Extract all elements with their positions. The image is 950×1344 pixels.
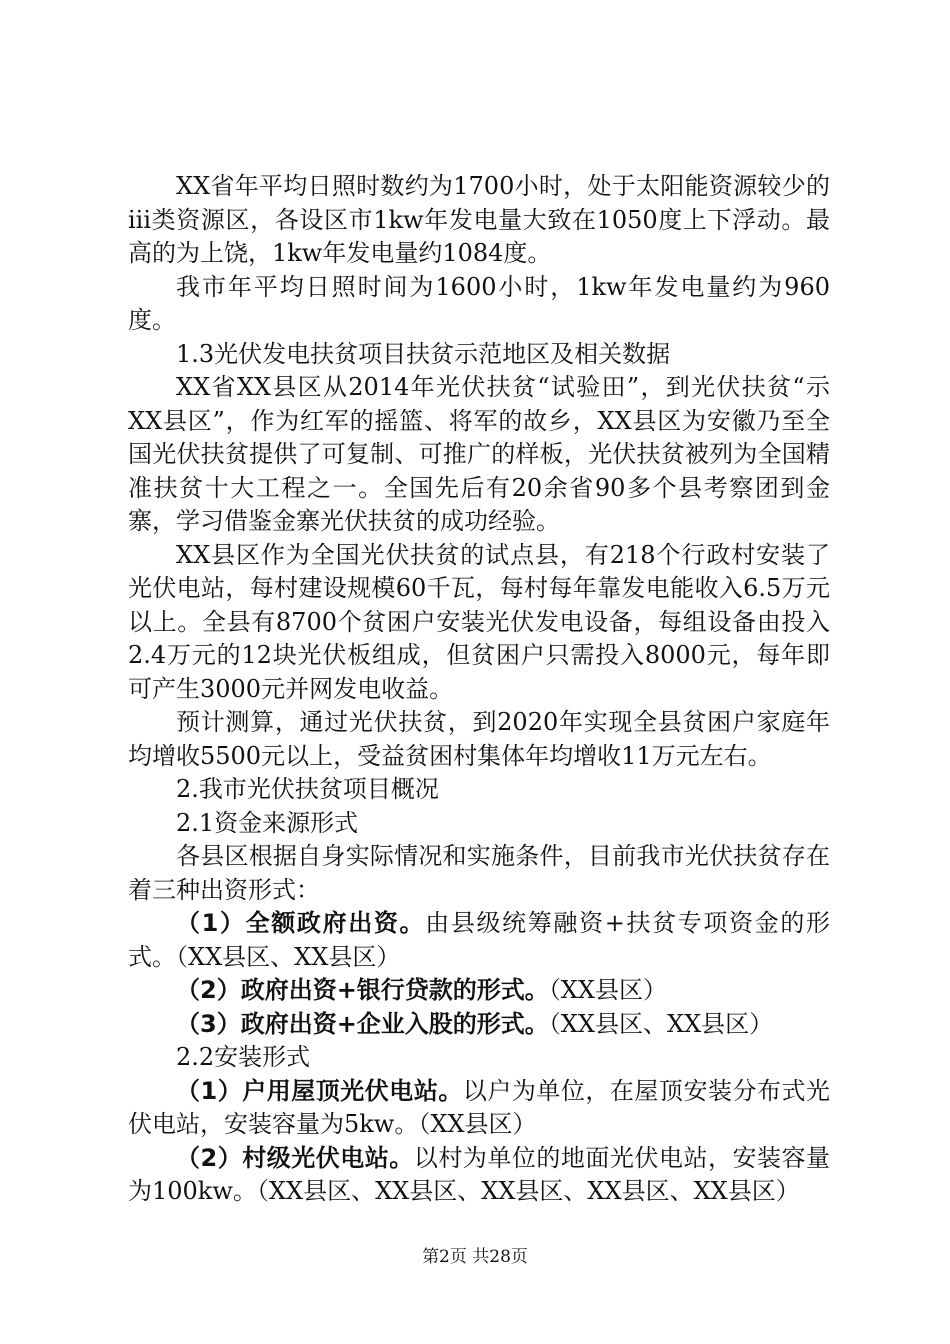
list-item-text: 由县级统筹融资+扶贫专项资金的形式。（XX县区、XX县区）	[128, 909, 831, 971]
paragraph-funding-intro: 各县区根据自身实际情况和实施条件，目前我市光伏扶贫存在着三种出资形式：	[128, 842, 830, 904]
list-item-install-2	[128, 1142, 830, 1209]
paragraph-jinzhai-model: XX省XX县区从2014年光伏扶贫“试验田”，到光伏扶贫“示XX县区”，作为红军的摇篮、将军的故乡，XX县区为安徽乃至全国光伏扶贫提供了可复制、可推广的样板，光伏扶贫被列为全国精准扶贫十大工程之一。全国先后有20余省90多个县考察团到金寨，学习借鉴金寨光伏扶贫的成功经验。	[128, 373, 830, 535]
list-item-lead: （2）政府出资+银行贷款的形式。	[176, 976, 549, 1004]
paragraph-sunshine-city: 我市年平均日照时间为1600小时，1kw年发电量约为960度。	[128, 272, 830, 334]
list-item-install-1	[128, 1075, 830, 1142]
list-item-lead: （1）户用屋顶光伏电站。	[176, 1076, 463, 1105]
list-item-text: 以村为单位的地面光伏电站，安装容量为100kw。（XX县区、XX县区、XX县区、XX县区、XX县区）	[128, 1143, 831, 1205]
list-item-text: （XX县区）	[548, 976, 667, 1004]
document-body	[128, 170, 830, 1209]
list-item-funding-2	[128, 974, 830, 1008]
list-item-funding-1	[128, 907, 830, 974]
list-item-lead: （1）全额政府出资。	[176, 909, 426, 937]
list-item-text: 以户为单位，在屋顶安装分布式光伏电站，安装容量为5kw。（XX县区）	[128, 1076, 831, 1138]
heading-2: 2.我市光伏扶贫项目概况	[176, 775, 439, 803]
list-item-lead: （3）政府出资+企业入股的形式。	[176, 1009, 549, 1038]
page-number: 第2页 共28页	[422, 1247, 528, 1267]
paragraph-sunshine-province: XX省年平均日照时数约为1700小时，处于太阳能资源较少的iii类资源区，各设区市1kw年发电量大致在1050度上下浮动。最高的为上饶，1kw年发电量约1084度。	[128, 172, 830, 267]
heading-2-2: 2.2安装形式	[176, 1043, 311, 1071]
list-item-lead: （2）村级光伏电站。	[176, 1143, 414, 1172]
list-item-funding-3	[128, 1008, 830, 1042]
paragraph-pilot-county: XX县区作为全国光伏扶贫的试点县，有218个行政村安装了光伏电站，每村建设规模60千瓦，每村每年靠发电能收入6.5万元以上。全县有8700个贫困户安装光伏发电设备，每组设备由投入2.4万元的12块光伏板组成，但贫困户只需投入8000元，每年即可产生3000元并网发电收益。	[128, 540, 830, 703]
heading-2-1: 2.1资金来源形式	[176, 808, 359, 837]
heading-1-3: 1.3光伏发电扶贫项目扶贫示范地区及相关数据	[176, 339, 671, 368]
paragraph-forecast: 预计测算，通过光伏扶贫，到2020年实现全县贫困户家庭年均增收5500元以上，受益贫困村集体年均增收11万元左右。	[128, 708, 830, 770]
list-item-text: （XX县区、XX县区）	[548, 1009, 774, 1038]
